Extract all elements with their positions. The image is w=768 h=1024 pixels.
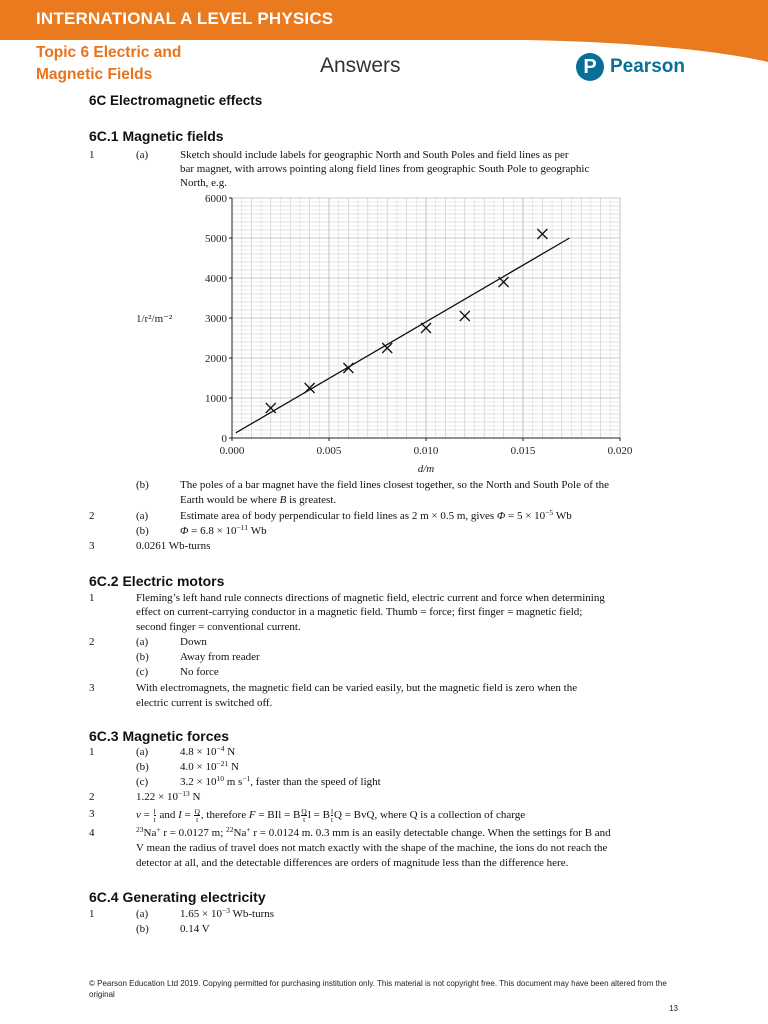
text-run: Wb [553,510,572,522]
answer-text: bar magnet, with arrows pointing along field lines from geographic South Pole to geographic [180,163,590,175]
text-run: Na [233,827,247,839]
part-label: (c) [136,776,149,788]
part-label: (a) [136,908,149,920]
superscript: 22 [226,825,234,834]
x-tick-label: 0.010 [413,445,439,457]
y-tick-label: 2000 [205,353,227,365]
part-label: (a) [136,149,149,161]
text-run: Wb [248,525,267,537]
part-label: (b) [136,761,149,773]
answer-text [180,908,274,921]
superscript: + [156,825,161,834]
y-tick-label: 4000 [205,273,227,285]
best-fit-line [236,238,570,433]
fraction-numerator: l [153,807,156,816]
answer-text: Fleming’s left hand rule connects directions of magnetic field, electric current and force when determining [136,592,605,604]
text-run: , faster than the speed of light [250,776,381,788]
chapter-title: 6C Electromagnetic effects [89,93,263,108]
superscript: + [246,825,251,834]
part-label: (a) [136,746,149,758]
question-number: 2 [89,636,95,648]
text-run: N [224,746,236,758]
answer-text: Down [180,636,207,648]
answer-text: Away from reader [180,651,260,663]
text-run: = BIl = B [255,809,301,821]
exponent: −1 [242,774,251,783]
answer-text: effect on current-carrying conductor in a magnetic field. Thumb = force; first finger = magnetic field; [136,606,583,618]
question-number: 1 [89,908,95,920]
text-run: , where Q is a collection of charge [374,809,526,821]
fraction-numerator: l [330,807,334,816]
exponent: 10 [216,774,224,783]
text-run: = 6.8 × 10 [188,525,237,537]
answer-text [180,525,267,538]
text-run: = 5 × 10 [505,510,546,522]
answer-text: second finger = conventional current. [136,621,301,633]
fraction-denominator: t [153,815,156,824]
answer-text: 0.14 V [180,923,210,935]
y-tick-label: 3000 [205,313,227,325]
x-tick-label: 0.005 [316,445,342,457]
part-label: (b) [136,651,149,663]
fraction-denominator: t [196,815,199,824]
text-run: l = B [307,809,330,821]
section-title-6c4: 6C.4 Generating electricity [89,889,266,905]
variable: B [279,494,287,506]
answer-text [180,494,336,507]
part-label: (c) [136,666,149,678]
chart-grid [232,198,620,438]
answer-text-equation [136,808,525,823]
text-run: Na [143,827,157,839]
part-label: (a) [136,636,149,648]
part-label: (a) [136,510,149,522]
chart-x-axis-label: d/m [417,463,435,475]
section-title-6c3: 6C.3 Magnetic forces [89,728,230,744]
text-run: , therefore [200,809,249,821]
question-number: 3 [89,682,95,694]
exponent: −5 [545,508,554,517]
answers-heading: Answers [320,54,401,77]
answer-text: detector at all, and the detectable differences are orders of magnitude less than the difference here. [136,857,569,869]
text-run: Estimate area of body perpendicular to field lines as 2 m × 0.5 m, gives [180,510,497,522]
fraction-numerator: Q [301,807,307,816]
part-label: (b) [136,525,149,537]
question-number: 2 [89,791,95,803]
text-run: N [189,791,201,803]
pearson-wordmark: Pearson [610,56,685,77]
answer-text: Sketch should include labels for geographic North and South Poles and field lines as per [180,149,569,161]
section-title-6c2: 6C.2 Electric motors [89,573,225,589]
part-label: (b) [136,479,149,491]
pearson-logo-icon: P [576,53,604,81]
section-title-6c1: 6C.1 Magnetic fields [89,128,224,144]
fraction [194,808,199,823]
question-number: 1 [89,746,95,758]
superscript: 23 [136,825,144,834]
copyright-footer: © Pearson Education Ltd 2019. Copying permitted for purchasing institution only. This material is not copyright free. This document may have been altered from the original [89,979,667,999]
text-run: r = 0.0124 m. 0.3 mm is an easily detectable change. When the settings for B and [250,827,611,839]
text-run: 1.65 × 10 [180,908,222,920]
answer-text: The poles of a bar magnet have the field lines closest together, so the North and South Pole of the [180,479,610,491]
text-run: r = 0.0127 m; [160,827,227,839]
fraction [331,808,333,823]
answer-text [180,746,235,759]
text-run: 3.2 × 10 [180,776,217,788]
question-number: 3 [89,808,95,820]
y-tick-label: 1000 [205,393,227,405]
fraction [301,808,306,823]
x-tick-label: 0.020 [607,445,633,457]
variable: Φ [180,525,189,537]
answer-text [180,761,239,774]
x-tick-label: 0.000 [219,445,245,457]
text-run: N [228,761,239,773]
variable: Φ [496,510,506,522]
exponent: −4 [216,744,225,753]
variable: v [136,809,141,821]
text-run: m s [223,776,243,788]
fraction-denominator: t [330,815,334,824]
y-tick-label: 0 [221,433,227,445]
text-run: = [181,809,194,821]
fraction-numerator: Q [194,807,200,816]
answer-text [136,791,200,804]
text-run: 4.0 × 10 [180,761,217,773]
text-run: = [140,809,153,821]
text-run: Wb-turns [229,908,275,920]
y-tick-label: 6000 [205,193,227,205]
topic-line-2: Magnetic Fields [36,66,153,83]
answer-text: North, e.g. [180,177,228,189]
answer-text: electric current is switched off. [136,697,273,709]
answer-text: 0.0261 Wb-turns [136,540,211,552]
question-number: 2 [89,510,95,522]
question-number: 4 [89,827,95,839]
exponent: −13 [177,789,190,798]
variable: F [248,809,256,821]
part-label: (b) [136,923,149,935]
page-number: 13 [669,1004,678,1013]
exponent: −11 [236,523,248,532]
answer-text [180,510,572,523]
exponent: −3 [221,906,230,915]
text-run: is greatest. [286,494,337,506]
text-run: 1.22 × 10 [136,791,178,803]
answer-text [180,776,381,789]
answer-text: With electromagnets, the magnetic field can be varied easily, but the magnetic field is zero when the [136,682,578,694]
question-number: 1 [89,592,95,604]
answer-text: No force [180,666,219,678]
answer-text: V mean the radius of travel does not match exactly with the shape of the machine, the ions do not reach the [136,842,608,854]
question-number: 1 [89,149,95,161]
variable: I [178,809,182,821]
y-tick-label: 5000 [205,233,227,245]
x-tick-label: 0.015 [510,445,536,457]
text-run: Earth would be where [180,494,280,506]
fraction-denominator: t [303,815,306,824]
chart-axes [205,193,633,457]
answer-text [136,827,611,840]
text-run: 4.8 × 10 [180,746,217,758]
question-number: 3 [89,540,95,552]
text-run: and [156,809,179,821]
topic-line-1: Topic 6 Electric and [36,44,182,61]
exponent: −21 [216,759,229,768]
banner-title: INTERNATIONAL A LEVEL PHYSICS [36,9,334,28]
chart-y-axis-label: 1/r²/m⁻² [136,313,173,325]
text-run: Q = BvQ [334,809,375,821]
fraction [154,808,156,823]
